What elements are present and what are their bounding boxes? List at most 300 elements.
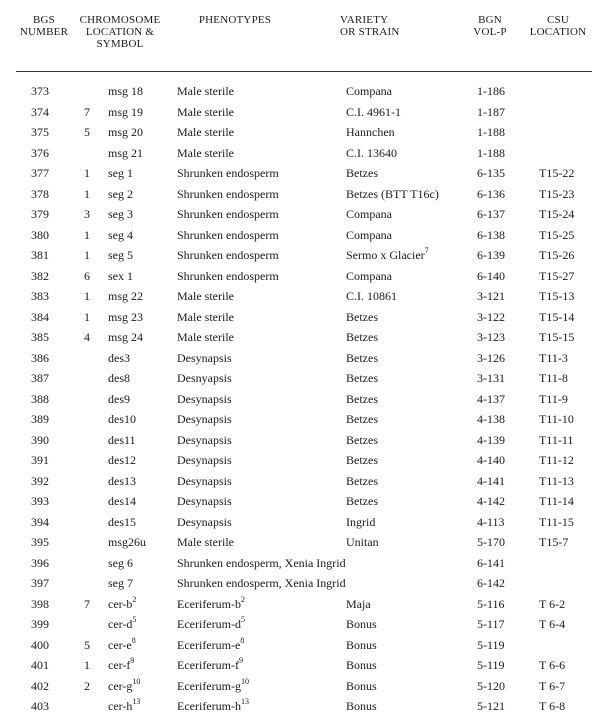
chromosome-location-text: 1 — [84, 248, 90, 262]
variety-or-strain-text: Unitan — [346, 535, 379, 549]
variety-or-strain — [346, 471, 378, 491]
bgs-number — [31, 491, 49, 511]
table-row — [0, 348, 608, 369]
bgn-vol-p — [477, 409, 505, 429]
phenotype-text: Shrunken endosperm, Xenia Ingrid — [177, 555, 346, 570]
bgn-vol-p — [477, 348, 505, 368]
chromosome-location-text: 1 — [84, 166, 90, 180]
phenotype — [177, 450, 232, 470]
bgn-vol-p-text: 4-138 — [477, 412, 505, 426]
variety-or-strain — [346, 245, 429, 265]
phenotype — [177, 532, 234, 552]
bgn-vol-p — [477, 102, 505, 122]
phenotype — [177, 122, 234, 142]
phenotype — [177, 143, 234, 163]
gene-symbol — [108, 225, 133, 245]
csu-location-text: T 6-7 — [539, 678, 566, 693]
phenotype-text: Shrunken endosperm — [177, 227, 279, 242]
variety-or-strain-text: Betzes — [346, 453, 378, 467]
variety-or-strain — [346, 676, 377, 696]
bgn-vol-p — [477, 122, 505, 142]
variety-or-strain — [346, 225, 392, 245]
bgs-number-text: 396 — [31, 555, 49, 570]
chromosome-location-text: 1 — [84, 658, 90, 672]
bgn-vol-p — [477, 635, 505, 655]
gene-symbol — [108, 676, 140, 696]
bgs-number — [31, 204, 49, 224]
phenotype-text: Desynapsis — [177, 432, 232, 447]
gene-symbol-text: des13 — [108, 473, 136, 488]
gene-symbol-text: seg 2 — [108, 186, 133, 201]
chromosome-location — [84, 163, 90, 183]
bgs-number-text: 374 — [31, 104, 49, 119]
chromosome-location-text: 7 — [84, 596, 90, 611]
csu-location-text: T 6-2 — [539, 596, 566, 611]
csu-location — [539, 327, 574, 347]
gene-symbol — [108, 122, 143, 142]
csu-location — [539, 491, 574, 511]
phenotype-text: Shrunken endosperm — [177, 186, 279, 201]
gene-symbol-text: msg 21 — [108, 145, 144, 160]
csu-location — [539, 286, 574, 306]
bgs-number-text: 375 — [31, 125, 49, 139]
bgs-number-text: 390 — [31, 432, 49, 447]
bgn-vol-p — [477, 143, 505, 163]
gene-symbol-text: cer-f — [108, 658, 131, 672]
gene-symbol — [108, 635, 136, 655]
bgs-number — [31, 245, 49, 265]
bgs-number — [31, 143, 49, 163]
csu-location — [539, 655, 565, 675]
gene-symbol — [108, 532, 146, 552]
chromosome-location — [84, 676, 90, 696]
table-row — [0, 553, 608, 574]
variety-or-strain-text: C.I. 4961-1 — [346, 104, 401, 119]
bgn-vol-p-text: 4-141 — [477, 473, 505, 488]
chromosome-location — [84, 594, 90, 614]
csu-location — [539, 348, 568, 368]
phenotype — [177, 614, 245, 634]
csu-location — [539, 430, 573, 450]
phenotype — [177, 348, 232, 368]
gene-symbol-text: des14 — [108, 494, 136, 508]
phenotype-text: Eceriferum-h — [177, 699, 241, 713]
table-row — [0, 594, 608, 615]
variety-or-strain — [346, 614, 377, 634]
gene-symbol-text: des9 — [108, 391, 130, 406]
variety-or-strain — [346, 327, 378, 347]
bgs-number-text: 373 — [31, 84, 49, 98]
variety-or-strain — [346, 696, 377, 716]
gene-symbol-text: des3 — [108, 350, 130, 365]
gene-symbol-text: des15 — [108, 514, 136, 529]
phenotype — [177, 635, 244, 655]
table-row — [0, 676, 608, 697]
phenotype-text: Male sterile — [177, 309, 234, 324]
gene-symbol-superscript: 8 — [131, 635, 136, 645]
phenotype-text: Desynapsis — [177, 391, 232, 406]
bgn-vol-p — [477, 553, 505, 573]
bgn-vol-p-text: 4-113 — [477, 514, 505, 529]
variety-or-strain-text: Compana — [346, 268, 392, 283]
bgs-number — [31, 471, 49, 491]
variety-or-strain — [346, 286, 397, 306]
gene-symbol-superscript: 10 — [132, 676, 141, 686]
phenotype — [177, 286, 234, 306]
bgs-number-text: 391 — [31, 453, 49, 467]
bgn-vol-p-text: 3-126 — [477, 350, 505, 365]
chromosome-location — [84, 266, 90, 286]
gene-symbol — [108, 389, 130, 409]
variety-or-strain — [346, 635, 377, 655]
variety-or-strain — [346, 409, 378, 429]
table-header — [0, 14, 608, 64]
csu-location-text: T15-23 — [539, 186, 575, 201]
csu-location-text: T15-25 — [539, 227, 575, 242]
bgs-number-text: 403 — [31, 699, 49, 713]
gene-symbol-text: cer-d — [108, 617, 133, 631]
variety-or-strain-text: Betzes — [346, 473, 378, 488]
bgs-number — [31, 655, 49, 675]
bgn-vol-p-text: 5-120 — [477, 678, 505, 693]
gene-symbol-superscript: 5 — [132, 615, 137, 624]
bgn-vol-p — [477, 266, 505, 286]
variety-or-strain-text: Bonus — [346, 678, 377, 693]
gene-symbol-text: msg26u — [108, 535, 147, 549]
gene-symbol — [108, 327, 143, 347]
phenotype-text: Eceriferum-f — [177, 658, 239, 672]
variety-or-strain — [346, 102, 401, 122]
chromosome-location-text: 1 — [84, 186, 90, 201]
bgn-vol-p — [477, 307, 505, 327]
gene-symbol-superscript: 2 — [132, 594, 137, 604]
variety-or-strain-text: Betzes — [346, 309, 378, 324]
phenotype-text: Eceriferum-e — [177, 637, 241, 652]
bgs-number-text: 385 — [31, 330, 49, 344]
csu-location-text: T15-15 — [539, 330, 575, 344]
bgs-number — [31, 430, 49, 450]
gene-symbol — [108, 450, 136, 470]
variety-or-strain-text: Compana — [346, 207, 392, 221]
bgs-number — [31, 635, 49, 655]
chromosome-location — [84, 184, 90, 204]
csu-location — [539, 450, 574, 470]
bgs-number-text: 379 — [31, 207, 49, 221]
gene-symbol — [108, 286, 143, 306]
bgs-number — [31, 225, 49, 245]
chromosome-location-text: 5 — [84, 125, 90, 139]
variety-or-strain-text: C.I. 10861 — [346, 289, 397, 303]
bgs-number — [31, 450, 49, 470]
csu-location-text: T15-14 — [539, 309, 575, 324]
phenotype — [177, 245, 279, 265]
bgs-number — [31, 122, 49, 142]
csu-location-text: T11-11 — [539, 432, 574, 447]
gene-symbol-text: cer-b — [108, 596, 133, 611]
gene-symbol — [108, 266, 133, 286]
bgn-vol-p — [477, 327, 505, 347]
variety-or-strain-text: Compana — [346, 227, 392, 242]
phenotype-text: Male sterile — [177, 104, 234, 119]
phenotype — [177, 553, 346, 573]
gene-symbol — [108, 307, 143, 327]
phenotype — [177, 368, 232, 388]
table-row — [0, 409, 608, 430]
phenotype-text: Desynapsis — [177, 350, 232, 365]
phenotype — [177, 471, 232, 491]
table-row — [0, 573, 608, 594]
bgs-number-text: 378 — [31, 186, 49, 201]
chromosome-location-text: 2 — [84, 678, 90, 693]
gene-symbol-text: des8 — [108, 371, 130, 385]
bgn-vol-p — [477, 368, 505, 388]
bgs-number-text: 386 — [31, 350, 49, 365]
phenotype-text: Shrunken endosperm — [177, 166, 279, 180]
gene-symbol — [108, 553, 133, 573]
bgs-number — [31, 409, 49, 429]
phenotype-text: Eceriferum-g — [177, 678, 241, 693]
header-divider — [16, 71, 592, 72]
bgn-vol-p — [477, 163, 505, 183]
bgn-vol-p — [477, 471, 505, 491]
gene-symbol — [108, 81, 143, 101]
gene-symbol-text: msg 22 — [108, 289, 144, 303]
variety-or-strain — [346, 491, 378, 511]
csu-location-text: T15-7 — [539, 535, 569, 549]
bgn-vol-p-text: 6-136 — [477, 186, 505, 201]
gene-symbol — [108, 368, 130, 388]
bgn-vol-p — [477, 184, 505, 204]
gene-symbol — [108, 163, 133, 183]
phenotype-superscript: 5 — [240, 615, 245, 624]
gene-symbol — [108, 409, 136, 429]
phenotype-text: Desynapsis — [177, 494, 232, 508]
bgn-vol-p-text: 3-123 — [477, 330, 505, 344]
bgn-vol-p-text: 6-141 — [477, 555, 505, 570]
variety-or-strain-text: Sermo x Glacier — [346, 248, 425, 262]
gene-symbol-text: cer-h — [108, 699, 133, 713]
bgn-vol-p-text: 5-117 — [477, 617, 505, 631]
csu-location-text: T15-13 — [539, 289, 575, 303]
bgn-vol-p — [477, 389, 505, 409]
variety-or-strain — [346, 450, 378, 470]
variety-or-strain — [346, 430, 378, 450]
gene-symbol — [108, 512, 136, 532]
table-row — [0, 204, 608, 225]
csu-location-text: T 6-8 — [539, 699, 566, 713]
bgn-vol-p-text: 4-140 — [477, 453, 505, 467]
bgs-number — [31, 389, 49, 409]
bgs-number — [31, 594, 49, 614]
chromosome-location — [84, 122, 90, 142]
bgs-number-text: 393 — [31, 494, 49, 508]
csu-location — [539, 163, 574, 183]
bgs-number-text: 382 — [31, 268, 49, 283]
csu-location — [539, 696, 565, 716]
variety-or-strain — [346, 532, 379, 552]
phenotype — [177, 307, 234, 327]
table-row — [0, 389, 608, 410]
bgn-vol-p-text: 3-121 — [477, 289, 505, 303]
csu-location — [539, 512, 574, 532]
csu-location-text: T 6-4 — [539, 617, 566, 631]
phenotype-superscript: 8 — [240, 635, 245, 645]
bgs-number — [31, 307, 49, 327]
bgs-number-text: 402 — [31, 678, 49, 693]
phenotype — [177, 512, 232, 532]
chromosome-location — [84, 307, 90, 327]
phenotype — [177, 327, 234, 347]
phenotype — [177, 266, 279, 286]
bgs-number-text: 398 — [31, 596, 49, 611]
gene-symbol — [108, 594, 136, 614]
gene-symbol-text: cer-g — [108, 678, 133, 693]
chromosome-location-text: 4 — [84, 330, 90, 344]
chromosome-location-text: 3 — [84, 207, 90, 221]
gene-symbol — [108, 614, 136, 634]
bgn-vol-p-text: 3-131 — [477, 371, 505, 385]
bgn-vol-p-text: 5-119 — [477, 658, 505, 672]
phenotype — [177, 491, 232, 511]
variety-or-strain-text: Bonus — [346, 658, 377, 672]
gene-symbol-superscript: 13 — [132, 697, 141, 706]
header-csu-location: CSU LOCATION — [529, 14, 587, 38]
table-row — [0, 102, 608, 123]
csu-location-text: T11-9 — [539, 391, 568, 406]
gene-symbol — [108, 348, 130, 368]
chromosome-location-text: 1 — [84, 309, 90, 324]
csu-location — [539, 245, 574, 265]
bgn-vol-p-text: 4-137 — [477, 391, 505, 406]
phenotype — [177, 409, 232, 429]
bgn-vol-p — [477, 450, 505, 470]
variety-or-strain — [346, 348, 378, 368]
gene-symbol — [108, 204, 133, 224]
bgs-number — [31, 368, 49, 388]
gene-symbol-text: msg 20 — [108, 125, 144, 139]
phenotype-text: Male sterile — [177, 535, 234, 549]
chromosome-location — [84, 204, 90, 224]
table-row — [0, 614, 608, 635]
bgn-vol-p — [477, 594, 505, 614]
phenotype-text: Desynapsis — [177, 514, 232, 529]
chromosome-location-text: 6 — [84, 268, 90, 283]
gene-symbol — [108, 655, 134, 675]
gene-symbol-text: seg 6 — [108, 555, 133, 570]
csu-location-text: T11-10 — [539, 412, 574, 426]
variety-or-strain-text: Betzes — [346, 166, 378, 180]
variety-or-strain-text: Bonus — [346, 617, 377, 631]
phenotype — [177, 696, 249, 716]
variety-or-strain-text: Betzes — [346, 432, 378, 447]
phenotype — [177, 655, 243, 675]
table-row — [0, 635, 608, 656]
bgn-vol-p-text: 1-187 — [477, 104, 505, 119]
header-chromosome-location-symbol: CHROMOSOME LOCATION & SYMBOL — [79, 14, 161, 50]
csu-location — [539, 225, 574, 245]
table-row — [0, 143, 608, 164]
phenotype-text: Shrunken endosperm — [177, 268, 279, 283]
bgs-number-text: 381 — [31, 248, 49, 262]
bgn-vol-p — [477, 491, 505, 511]
table-row — [0, 655, 608, 676]
phenotype — [177, 163, 279, 183]
csu-location — [539, 532, 568, 552]
phenotype — [177, 225, 279, 245]
phenotype — [177, 573, 346, 593]
variety-or-strain-text: Ingrid — [346, 514, 376, 529]
bgn-vol-p-text: 1-188 — [477, 125, 505, 139]
table-row — [0, 286, 608, 307]
bgs-number — [31, 266, 49, 286]
gene-symbol — [108, 491, 136, 511]
chromosome-location — [84, 225, 90, 245]
bgs-number — [31, 327, 49, 347]
bgs-number — [31, 512, 49, 532]
bgs-number — [31, 102, 49, 122]
bgn-vol-p — [477, 245, 505, 265]
bgs-number — [31, 573, 49, 593]
table-row — [0, 512, 608, 533]
header-bgn-vol-p: BGN VOL-P — [473, 14, 507, 38]
bgn-vol-p — [477, 655, 505, 675]
variety-or-strain-text: Betzes — [346, 350, 378, 365]
table-row — [0, 266, 608, 287]
bgs-number — [31, 286, 49, 306]
gene-symbol-text: msg 18 — [108, 84, 144, 98]
csu-location — [539, 184, 574, 204]
table-row — [0, 450, 608, 471]
bgn-vol-p-text: 3-122 — [477, 309, 505, 324]
table-body — [0, 81, 608, 717]
csu-location — [539, 389, 568, 409]
bgs-number — [31, 676, 49, 696]
csu-location — [539, 204, 574, 224]
gene-symbol — [108, 102, 143, 122]
bgn-vol-p — [477, 286, 505, 306]
variety-or-strain-text: Betzes — [346, 371, 378, 385]
chromosome-location — [84, 286, 90, 306]
gene-symbol — [108, 696, 140, 716]
table-row — [0, 225, 608, 246]
phenotype-superscript: 10 — [240, 676, 249, 686]
bgn-vol-p — [477, 676, 505, 696]
csu-location — [539, 471, 574, 491]
bgn-vol-p — [477, 532, 505, 552]
bgn-vol-p — [477, 204, 505, 224]
table-row — [0, 430, 608, 451]
variety-or-strain-text: Betzes — [346, 391, 378, 406]
gene-symbol-text: msg 23 — [108, 309, 144, 324]
chromosome-location-text: 1 — [84, 289, 90, 303]
table-row — [0, 368, 608, 389]
csu-location-text: T11-8 — [539, 371, 568, 385]
variety-or-strain — [346, 368, 378, 388]
bgn-vol-p — [477, 573, 505, 593]
variety-or-strain-text: Bonus — [346, 699, 377, 713]
bgn-vol-p-text: 1-186 — [477, 84, 505, 98]
csu-location-text: T11-14 — [539, 494, 574, 508]
phenotype-text: Male sterile — [177, 145, 234, 160]
bgs-number-text: 384 — [31, 309, 49, 324]
bgs-number — [31, 614, 49, 634]
variety-or-strain-text: Maja — [346, 596, 371, 611]
variety-or-strain-text: Hannchen — [346, 125, 395, 139]
chromosome-location-text: 5 — [84, 637, 90, 652]
table-row — [0, 327, 608, 348]
gene-symbol-text: sex 1 — [108, 268, 133, 283]
header-variety-or-strain: VARIETY OR STRAIN — [340, 14, 400, 38]
